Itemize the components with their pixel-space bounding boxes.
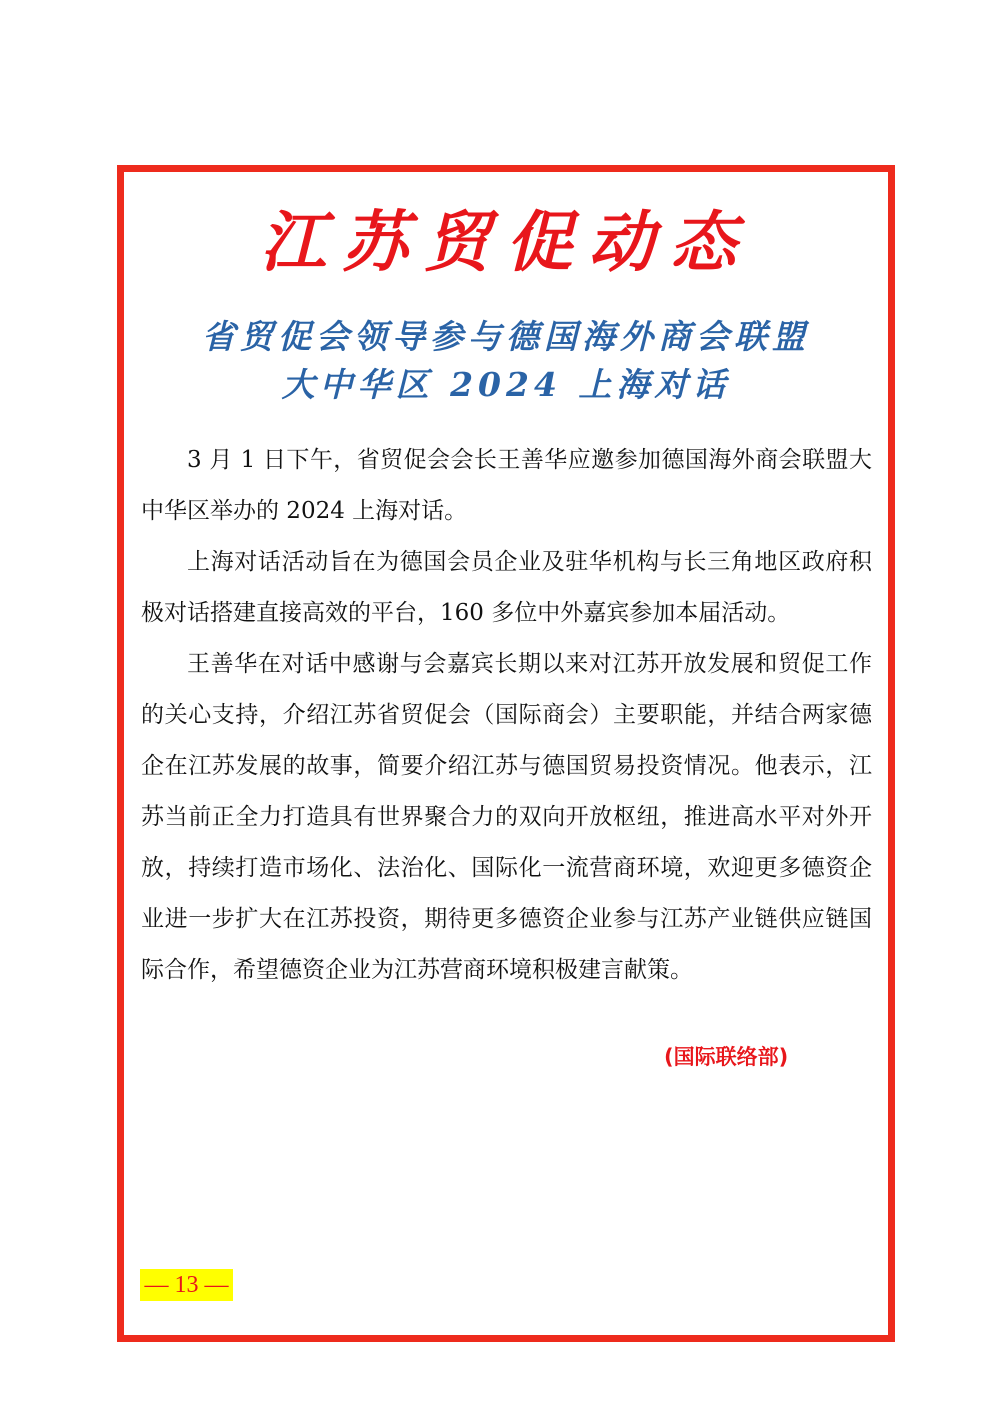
page-number: — 13 —: [140, 1269, 233, 1301]
department-signature: (国际联络部): [664, 1045, 789, 1069]
paragraph-3: 王善华在对话中感谢与会嘉宾长期以来对江苏开放发展和贸促工作的关心支持，介绍江苏省贸促会（国际商会）主要职能，并结合两家德企在江苏发展的故事，简要介绍江苏与德国贸易投资情况。他表示，江苏当前正全力打造具有世界聚合力的双向开放枢纽，推进高水平对外开放，持续打造市场化、法治化、国际化一流营商环境，欢迎更多德资企业进一步扩大在江苏投资，期待更多德资企业参与江苏产业链供应链国际合作，希望德资企业为江苏营商环境积极建言献策。: [141, 651, 872, 983]
paragraph-2: 上海对话活动旨在为德国会员企业及驻华机构与长三角地区政府积极对话搭建直接高效的平台，160 多位中外嘉宾参加本届活动。: [141, 549, 872, 626]
paragraph-1: 3 月 1 日下午，省贸促会会长王善华应邀参加德国海外商会联盟大中华区举办的 2024 上海对话。: [141, 447, 872, 524]
page-border: [117, 165, 895, 1342]
masthead-title: 江苏贸促动态: [260, 203, 752, 281]
article-body: [141, 435, 872, 996]
article-headline-line1: 省贸促会领导参与德国海外商会联盟: [202, 317, 810, 356]
article-headline-line2: 大中华区 2024 上海对话: [281, 365, 731, 404]
